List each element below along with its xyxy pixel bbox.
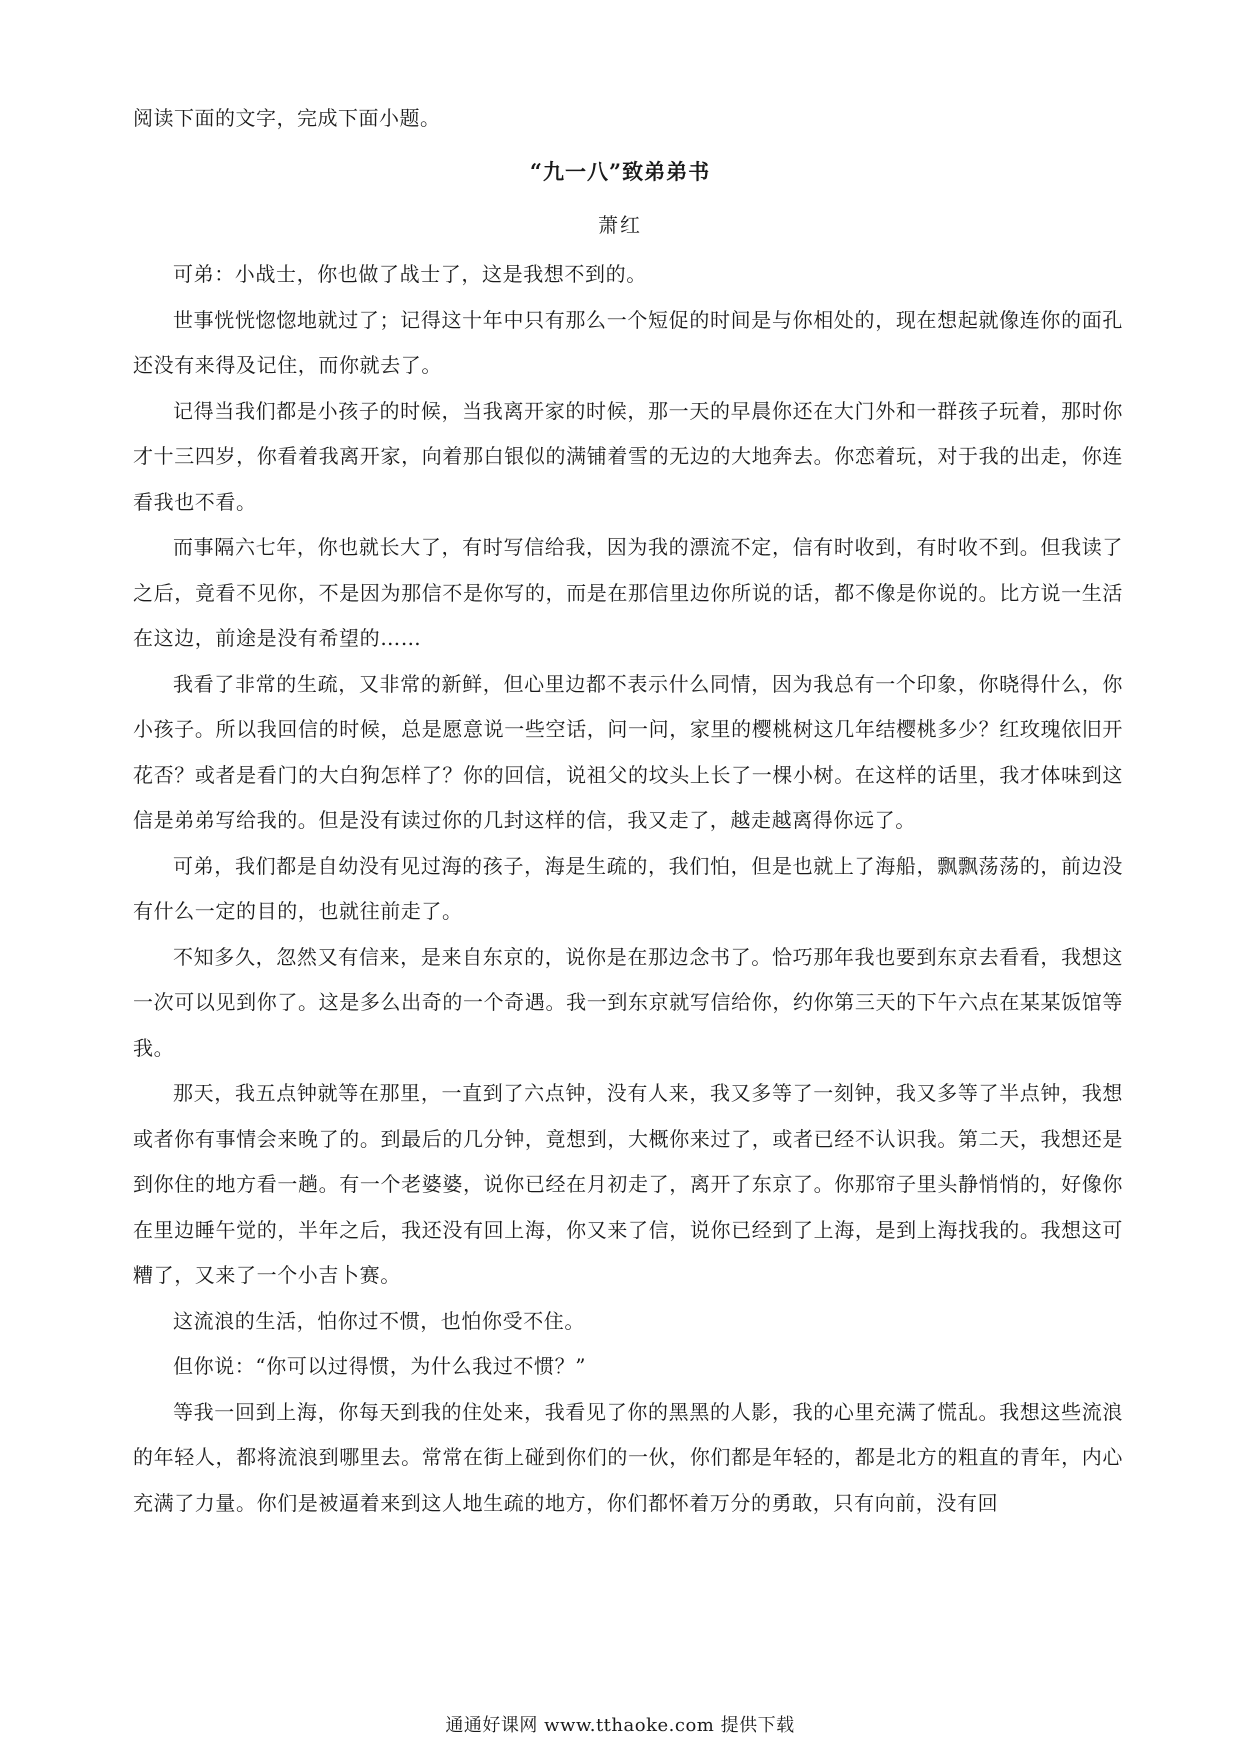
paragraph-3: 记得当我们都是小孩子的时候，当我离开家的时候，那一天的早晨你还在大门外和一群孩子玩着，那时你才十三四岁，你看着我离开家，向着那白银似的满铺着雪的无边的大地奔去。你恋着玩，对于我的出走，你连看我也不看。 — [133, 398, 1123, 514]
article-body — [133, 252, 1123, 1526]
article-author: 萧红 — [598, 213, 642, 237]
paragraph-2: 世事恍恍惚惚地就过了；记得这十年中只有那么一个短促的时间是与你相处的，现在想起就像连你的面孔还没有来得及记住，而你就去了。 — [133, 307, 1123, 377]
paragraph-11: 等我一回到上海，你每天到我的住处来，我看见了你的黑黑的人影，我的心里充满了慌乱。我想这些流浪的年轻人，都将流浪到哪里去。常常在街上碰到你们的一伙，你们都是年轻的，都是北方的粗直的青年，内心充满了力量。你们是被逼着来到这人地生疏的地方，你们都怀着万分的勇敢，只有向前，没有回 — [133, 1399, 1123, 1515]
paragraph-5: 我看了非常的生疏，又非常的新鲜，但心里边都不表示什么同情，因为我总有一个印象，你晓得什么，你小孩子。所以我回信的时候，总是愿意说一些空话，问一问，家里的樱桃树这几年结樱桃多少？红玫瑰依旧开花否？或者是看门的大白狗怎样了？你的回信，说祖父的坟头上长了一棵小树。在这样的话里，我才体味到这信是弟弟写给我的。但是没有读过你的几封这样的信，我又走了，越走越离得你远了。 — [133, 671, 1123, 832]
paragraph-7: 不知多久，忽然又有信来，是来自东京的，说你是在那边念书了。恰巧那年我也要到东京去看看，我想这一次可以见到你了。这是多么出奇的一个奇遇。我一到东京就写信给你，约你第三天的下午六点在某某饭馆等我。 — [133, 944, 1123, 1060]
paragraph-1: 可弟：小战士，你也做了战士了，这是我想不到的。 — [173, 262, 647, 286]
paragraph-6: 可弟，我们都是自幼没有见过海的孩子，海是生疏的，我们怕，但是也就上了海船，飘飘荡荡的，前边没有什么一定的目的，也就往前走了。 — [133, 853, 1123, 923]
paragraph-10: 但你说：“你可以过得惯，为什么我过不惯？” — [173, 1354, 587, 1378]
paragraph-8: 那天，我五点钟就等在那里，一直到了六点钟，没有人来，我又多等了一刻钟，我又多等了半点钟，我想或者你有事情会来晚了的。到最后的几分钟，竟想到，大概你来过了，或者已经不认识我。第二天，我想还是到你住的地方看一趟。有一个老婆婆，说你已经在月初走了，离开了东京了。你那帘子里头静悄悄的，好像你在里边睡午觉的，半年之后，我还没有回上海，你又来了信，说你已经到了上海，是到上海找我的。我想这可糟了，又来了一个小吉卜赛。 — [133, 1081, 1123, 1287]
article-title: “九一八”致弟弟书 — [529, 159, 711, 184]
paragraph-9: 这流浪的生活，怕你过不惯，也怕你受不住。 — [173, 1308, 585, 1333]
paragraph-4: 而事隔六七年，你也就长大了，有时写信给我，因为我的漂流不定，信有时收到，有时收不到。但我读了之后，竟看不见你，不是因为那信不是你写的，而是在那信里边你所说的话，都不像是你说的。比方说一生活在这边，前途是没有希望的…… — [133, 535, 1123, 650]
page-footer: 通通好课网 www.tthaoke.com 提供下载 — [445, 1715, 795, 1736]
question-instruction: 阅读下面的文字，完成下面小题。 — [133, 106, 441, 130]
